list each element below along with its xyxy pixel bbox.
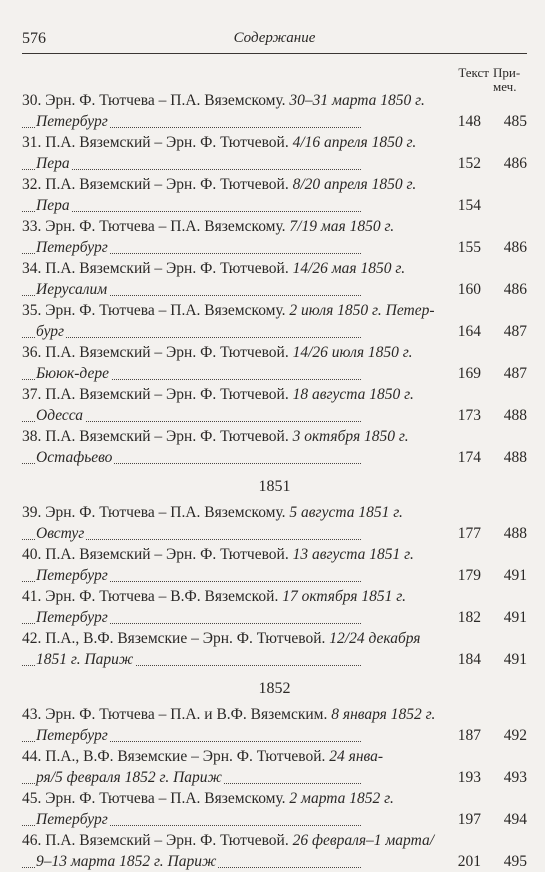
entry-pages [445, 321, 527, 342]
toc-entry [22, 502, 527, 544]
header-rule [22, 53, 527, 54]
entry-correspondents: Эрн. Ф. Тютчева – П.А. и В.Ф. Вяземским. [45, 706, 332, 723]
page-notes: 487 [503, 323, 527, 340]
entry-pages [445, 279, 527, 300]
page-text: 201 [457, 853, 481, 870]
page-text: 184 [457, 651, 481, 668]
entry-date: 4/16 апреля 1850 г. [292, 134, 417, 151]
entry-correspondents: Эрн. Ф. Тютчева – П.А. Вяземскому. [45, 302, 290, 319]
entry-number: 39. [22, 504, 46, 521]
entry-first-line [22, 384, 441, 405]
entry-place: Остафьево [36, 449, 113, 466]
page-text: 154 [457, 197, 481, 214]
page-notes: 485 [503, 113, 527, 130]
entry-number: 41. [22, 588, 46, 605]
entry-correspondents: П.А. Вяземский – Эрн. Ф. Тютчевой. [45, 832, 293, 849]
entry-first-line [22, 132, 441, 153]
entry-first-line [22, 830, 441, 851]
toc-entry [22, 174, 527, 216]
entry-second-line [22, 153, 441, 174]
entry-place: ря/5 февраля 1852 г. Париж [36, 769, 222, 786]
entry-correspondents: П.А. Вяземский – Эрн. Ф. Тютчевой. [45, 546, 293, 563]
page-text: 174 [457, 449, 481, 466]
entry-correspondents: Эрн. Ф. Тютчева – П.А. Вяземскому. [45, 790, 290, 807]
entry-first-line [22, 788, 441, 809]
entry-place: 1851 г. Париж [36, 651, 134, 668]
entry-number: 32. [22, 176, 46, 193]
page-text: 182 [457, 609, 481, 626]
entry-second-line [22, 111, 441, 132]
entry-correspondents: П.А., В.Ф. Вяземские – Эрн. Ф. Тютчевой. [45, 748, 330, 765]
page-header [22, 30, 527, 52]
entry-first-line [22, 216, 441, 237]
entry-correspondents: П.А. Вяземский – Эрн. Ф. Тютчевой. [45, 344, 293, 361]
page-text: 177 [457, 525, 481, 542]
entry-date: 30–31 марта 1850 г. [289, 92, 425, 109]
entry-pages [445, 111, 527, 132]
entry-date: 13 августа 1851 г. [292, 546, 414, 563]
dot-leader [22, 337, 361, 338]
entry-correspondents: П.А. Вяземский – Эрн. Ф. Тютчевой. [45, 134, 293, 151]
page-notes: 494 [503, 811, 527, 828]
page-notes: 486 [503, 155, 527, 172]
entry-place: Петербург [36, 567, 108, 584]
entry-date: 14/26 мая 1850 г. [292, 260, 406, 277]
entry-second-line [22, 195, 441, 216]
page-notes: 491 [503, 609, 527, 626]
entry-first-line [22, 300, 441, 321]
entry-number: 38. [22, 428, 46, 445]
entry-place: Бююк-дере [36, 365, 109, 382]
entry-second-line [22, 851, 441, 872]
page-text: 173 [457, 407, 481, 424]
page-notes: 486 [503, 239, 527, 256]
toc-entry [22, 342, 527, 384]
entry-second-line [22, 363, 441, 384]
entry-correspondents: П.А., В.Ф. Вяземские – Эрн. Ф. Тютчевой. [45, 630, 330, 647]
entry-first-line [22, 174, 441, 195]
entry-date: 17 октября 1851 г. [282, 588, 406, 605]
entry-place: Петербург [36, 727, 108, 744]
entry-place: Петербург [36, 113, 108, 130]
entry-correspondents: П.А. Вяземский – Эрн. Ф. Тютчевой. [45, 428, 293, 445]
entry-date: 24 янва- [329, 748, 384, 765]
toc-entry [22, 586, 527, 628]
entry-correspondents: П.А. Вяземский – Эрн. Ф. Тютчевой. [45, 386, 293, 403]
toc-entries [22, 90, 527, 872]
toc-entry [22, 544, 527, 586]
page-notes: 491 [503, 651, 527, 668]
entry-second-line [22, 405, 441, 426]
entry-number: 31. [22, 134, 46, 151]
entry-date: 3 октября 1850 г. [292, 428, 409, 445]
entry-date: 8/20 апреля 1850 г. [292, 176, 417, 193]
page-text: 169 [457, 365, 481, 382]
page-text: 152 [457, 155, 481, 172]
page-text: 148 [457, 113, 481, 130]
toc-entry [22, 216, 527, 258]
toc-entry [22, 704, 527, 746]
entry-second-line [22, 523, 441, 544]
entry-second-line [22, 809, 441, 830]
entry-first-line [22, 426, 441, 447]
entry-number: 34. [22, 260, 46, 277]
entry-place: Петербург [36, 609, 108, 626]
entry-second-line [22, 237, 441, 258]
entry-place: 9–13 марта 1852 г. Париж [36, 853, 217, 870]
entry-date: 18 августа 1850 г. [292, 386, 414, 403]
entry-place: Одесса [36, 407, 84, 424]
year-heading: 1851 [258, 478, 291, 495]
entry-pages [445, 565, 527, 586]
entry-date: 2 марта 1852 г. [289, 790, 394, 807]
entry-place: Петербург [36, 811, 108, 828]
entry-second-line [22, 767, 441, 788]
entry-pages [445, 363, 527, 384]
entry-number: 43. [22, 706, 46, 723]
page-text: 197 [457, 811, 481, 828]
toc-entry [22, 384, 527, 426]
entry-place: Овстуг [36, 525, 85, 542]
entry-number: 42. [22, 630, 46, 647]
entry-pages [445, 649, 527, 670]
entry-place: Иерусалим [36, 281, 108, 298]
entry-date: 12/24 декабря [329, 630, 421, 647]
entry-first-line [22, 704, 441, 725]
entry-number: 33. [22, 218, 46, 235]
entry-pages [445, 237, 527, 258]
entry-place: Пера [36, 197, 70, 214]
column-header-text: Текст [458, 65, 489, 80]
dot-leader [22, 211, 361, 212]
entry-number: 46. [22, 832, 46, 849]
entry-second-line [22, 725, 441, 746]
entry-first-line [22, 746, 441, 767]
entry-date: 5 августа 1851 г. [289, 504, 403, 521]
toc-entry [22, 426, 527, 468]
entry-second-line [22, 607, 441, 628]
entry-second-line [22, 649, 441, 670]
entry-number: 35. [22, 302, 46, 319]
toc-entry [22, 628, 527, 670]
entry-pages [445, 195, 527, 216]
page-notes: 488 [503, 449, 527, 466]
entry-pages [445, 405, 527, 426]
entry-number: 44. [22, 748, 46, 765]
entry-pages [445, 725, 527, 746]
page-text: 164 [457, 323, 481, 340]
toc-entry [22, 788, 527, 830]
year-heading: 1852 [258, 680, 291, 697]
page-notes: 487 [503, 365, 527, 382]
column-header-notes: При-меч. [493, 65, 521, 94]
entry-first-line [22, 544, 441, 565]
entry-correspondents: П.А. Вяземский – Эрн. Ф. Тютчевой. [45, 260, 293, 277]
entry-place: Петербург [36, 239, 108, 256]
entry-correspondents: Эрн. Ф. Тютчева – П.А. Вяземскому. [45, 218, 290, 235]
entry-first-line [22, 258, 441, 279]
page-text: 155 [457, 239, 481, 256]
toc-entry [22, 830, 527, 872]
page-notes: 486 [503, 281, 527, 298]
entry-second-line [22, 447, 441, 468]
entry-second-line [22, 279, 441, 300]
entry-pages [445, 607, 527, 628]
entry-pages [445, 523, 527, 544]
toc-entry [22, 300, 527, 342]
entry-first-line [22, 502, 441, 523]
toc-entry [22, 132, 527, 174]
entry-first-line [22, 628, 441, 649]
dot-leader [22, 169, 361, 170]
page-text: 187 [457, 727, 481, 744]
page-text: 179 [457, 567, 481, 584]
entry-number: 45. [22, 790, 46, 807]
page-notes: 491 [503, 567, 527, 584]
entry-number: 40. [22, 546, 46, 563]
entry-date: 26 февраля–1 марта/ [292, 832, 435, 849]
entry-first-line [22, 90, 441, 111]
page-notes: 488 [503, 525, 527, 542]
entry-pages [445, 851, 527, 872]
entry-place: бург [36, 323, 65, 340]
entry-second-line [22, 565, 441, 586]
entry-first-line [22, 342, 441, 363]
entry-first-line [22, 586, 441, 607]
entry-date: 2 июля 1850 г. Петер- [289, 302, 435, 319]
entry-pages [445, 767, 527, 788]
entry-second-line [22, 321, 441, 342]
entry-date: 14/26 июля 1850 г. [292, 344, 413, 361]
entry-date: 7/19 мая 1850 г. [289, 218, 395, 235]
page-notes: 493 [503, 769, 527, 786]
entry-number: 30. [22, 92, 46, 109]
entry-correspondents: Эрн. Ф. Тютчева – В.Ф. Вяземской. [45, 588, 283, 605]
page-text: 160 [457, 281, 481, 298]
entry-correspondents: Эрн. Ф. Тютчева – П.А. Вяземскому. [45, 504, 290, 521]
running-title: Содержание [233, 30, 316, 46]
entry-pages [445, 809, 527, 830]
entry-place: Пера [36, 155, 70, 172]
entry-date: 8 января 1852 г. [331, 706, 436, 723]
toc-entry [22, 746, 527, 788]
entry-correspondents: Эрн. Ф. Тютчева – П.А. Вяземскому. [45, 92, 290, 109]
page-number: 576 [22, 30, 46, 47]
page-notes: 492 [503, 727, 527, 744]
entry-number: 37. [22, 386, 46, 403]
page-text: 193 [457, 769, 481, 786]
page-notes: 495 [503, 853, 527, 870]
entry-number: 36. [22, 344, 46, 361]
entry-pages [445, 153, 527, 174]
page-notes: 488 [503, 407, 527, 424]
page-notes [491, 195, 527, 216]
toc-entry [22, 90, 527, 132]
toc-entry [22, 258, 527, 300]
entry-correspondents: П.А. Вяземский – Эрн. Ф. Тютчевой. [45, 176, 293, 193]
entry-pages [445, 447, 527, 468]
